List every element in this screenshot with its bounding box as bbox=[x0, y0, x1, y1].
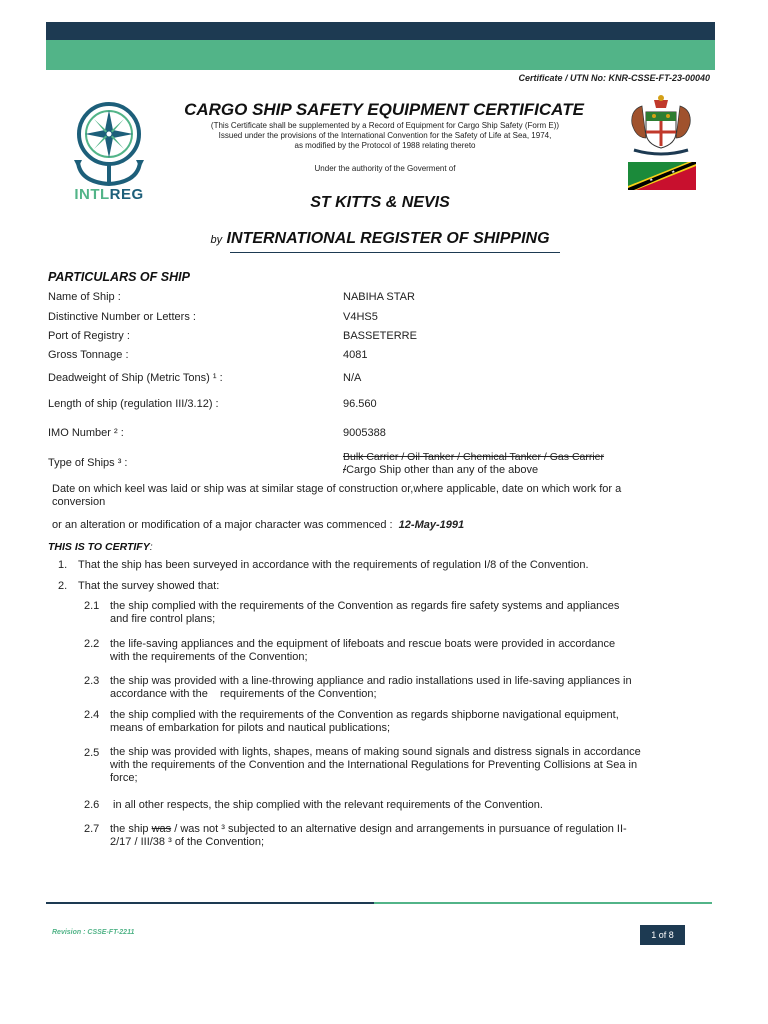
header-band-green bbox=[46, 40, 715, 70]
subitem-number: 2.3 bbox=[84, 675, 100, 687]
particular-value: 9005388 bbox=[343, 427, 386, 439]
particular-value: V4HS5 bbox=[343, 311, 378, 323]
particular-label: Deadweight of Ship (Metric Tons) ¹ : bbox=[48, 372, 223, 384]
subitem-number: 2.5 bbox=[84, 747, 100, 759]
subitem-text: the ship complied with the requirements of the Convention as regards shipborne navigational equipment, means of embarkation for pilots and nautical publications; bbox=[110, 709, 619, 734]
subitem-number: 2.6 bbox=[84, 799, 100, 811]
particular-label: Gross Tonnage : bbox=[48, 349, 129, 361]
certificate-subtitle bbox=[150, 121, 620, 151]
particular-label: Name of Ship : bbox=[48, 291, 121, 303]
particular-label: IMO Number ² : bbox=[48, 427, 124, 439]
ship-type-selected: Cargo Ship other than any of the above bbox=[346, 464, 539, 476]
particular-value: 4081 bbox=[343, 349, 368, 361]
subitem-number: 2.1 bbox=[84, 600, 100, 612]
ship-type-value bbox=[343, 464, 538, 476]
ship-type-struck-options: Bulk Carrier / Oil Tanker / Chemical Tanker / Gas Carrier bbox=[343, 451, 605, 463]
subitem-text: the ship was provided with lights, shapes, means of making sound signals and distress signals in accordance with the requirements of the Convention and the International Regulations for Preventing Collisions at Sea in force; bbox=[110, 746, 641, 784]
footer-rule-green bbox=[374, 902, 712, 904]
certify-heading: THIS IS TO CERTIFY: bbox=[48, 541, 153, 553]
particular-label: Length of ship (regulation III/3.12) : bbox=[48, 398, 219, 410]
footer-rule-dark bbox=[46, 902, 374, 904]
keel-commenced bbox=[52, 519, 464, 532]
particulars-heading: PARTICULARS OF SHIP bbox=[48, 270, 190, 284]
keel-line: conversion bbox=[52, 496, 106, 508]
country-name: ST KITTS & NEVIS bbox=[310, 194, 450, 211]
particular-value: NABIHA STAR bbox=[343, 291, 415, 303]
header-band-dark bbox=[46, 22, 715, 40]
subitem-number: 2.2 bbox=[84, 638, 100, 650]
issuer-underline bbox=[230, 252, 560, 253]
certify-item-text: That the ship has been surveyed in accordance with the requirements of regulation I/8 of the Convention. bbox=[78, 559, 589, 571]
particular-value: N/A bbox=[343, 372, 362, 384]
st-kitts-nevis-flag-icon bbox=[628, 162, 696, 190]
subitem-text: in all other respects, the ship complied with the relevant requirements of the Convention. bbox=[110, 799, 543, 811]
certificate-title: CARGO SHIP SAFETY EQUIPMENT CERTIFICATE bbox=[184, 100, 584, 119]
subtitle-line: as modified by the Protocol of 1988 relating thereto bbox=[294, 141, 476, 150]
subitem-text: the life-saving appliances and the equipment of lifeboats and rescue boats were provided in accordance with the requirements of the Convention; bbox=[110, 638, 616, 663]
keel-line: Date on which keel was laid or ship was at similar stage of construction or,where applicable, date on which work for a bbox=[52, 483, 622, 495]
particular-label: Type of Ships ³ : bbox=[48, 457, 128, 469]
subitem-number: 2.4 bbox=[84, 709, 100, 721]
particular-label: Distinctive Number or Letters : bbox=[48, 311, 196, 323]
item-number: 2. bbox=[58, 580, 68, 592]
issuer-name: INTERNATIONAL REGISTER OF SHIPPING bbox=[226, 230, 550, 247]
intlreg-logo-text: INTLREG bbox=[74, 186, 144, 203]
subtitle-line: (This Certificate shall be supplemented by a Record of Equipment for Cargo Ship Safety (Form E)) bbox=[210, 121, 560, 130]
particular-label: Port of Registry : bbox=[48, 330, 130, 342]
keel-line: or an alteration or modification of a major character was commenced : bbox=[52, 519, 393, 531]
ship-type-struck-slash: / bbox=[343, 464, 347, 476]
item-number: 1. bbox=[58, 559, 68, 571]
certify-item-text: That the survey showed that: bbox=[78, 580, 220, 592]
particular-value: BASSETERRE bbox=[343, 330, 417, 342]
subitem-text: the ship was provided with a line-throwing appliance and radio installations used in life-saving appliances in accordance with the requirements of the Convention; bbox=[110, 675, 632, 700]
revision-label: Revision : CSSE-FT-2211 bbox=[52, 929, 135, 936]
page-indicator: 1 of 8 bbox=[640, 925, 685, 945]
certificate-number: Certificate / UTN No: KNR-CSSE-FT-23-00040 bbox=[518, 73, 710, 83]
subitem-text: the ship was / was not ³ subjected to an alternative design and arrangements in pursuance of regulation II- 2/17 / III/38 ³ of the Convention; bbox=[110, 823, 627, 848]
keel-date-text bbox=[52, 483, 621, 509]
keel-date: 12-May-1991 bbox=[398, 519, 465, 531]
by-word: by bbox=[210, 234, 223, 246]
issuer-line bbox=[150, 230, 610, 248]
subtitle-line: Issued under the provisions of the International Convention for the Safety of Life at Sea, 1974, bbox=[218, 131, 552, 140]
authority-line: Under the authority of the Goverment of bbox=[314, 164, 456, 173]
subitem-text: the ship complied with the requirements of the Convention as regards fire safety systems and appliances and fire control plans; bbox=[110, 600, 620, 625]
particular-value: 96.560 bbox=[343, 398, 377, 410]
subitem-number: 2.7 bbox=[84, 823, 100, 835]
